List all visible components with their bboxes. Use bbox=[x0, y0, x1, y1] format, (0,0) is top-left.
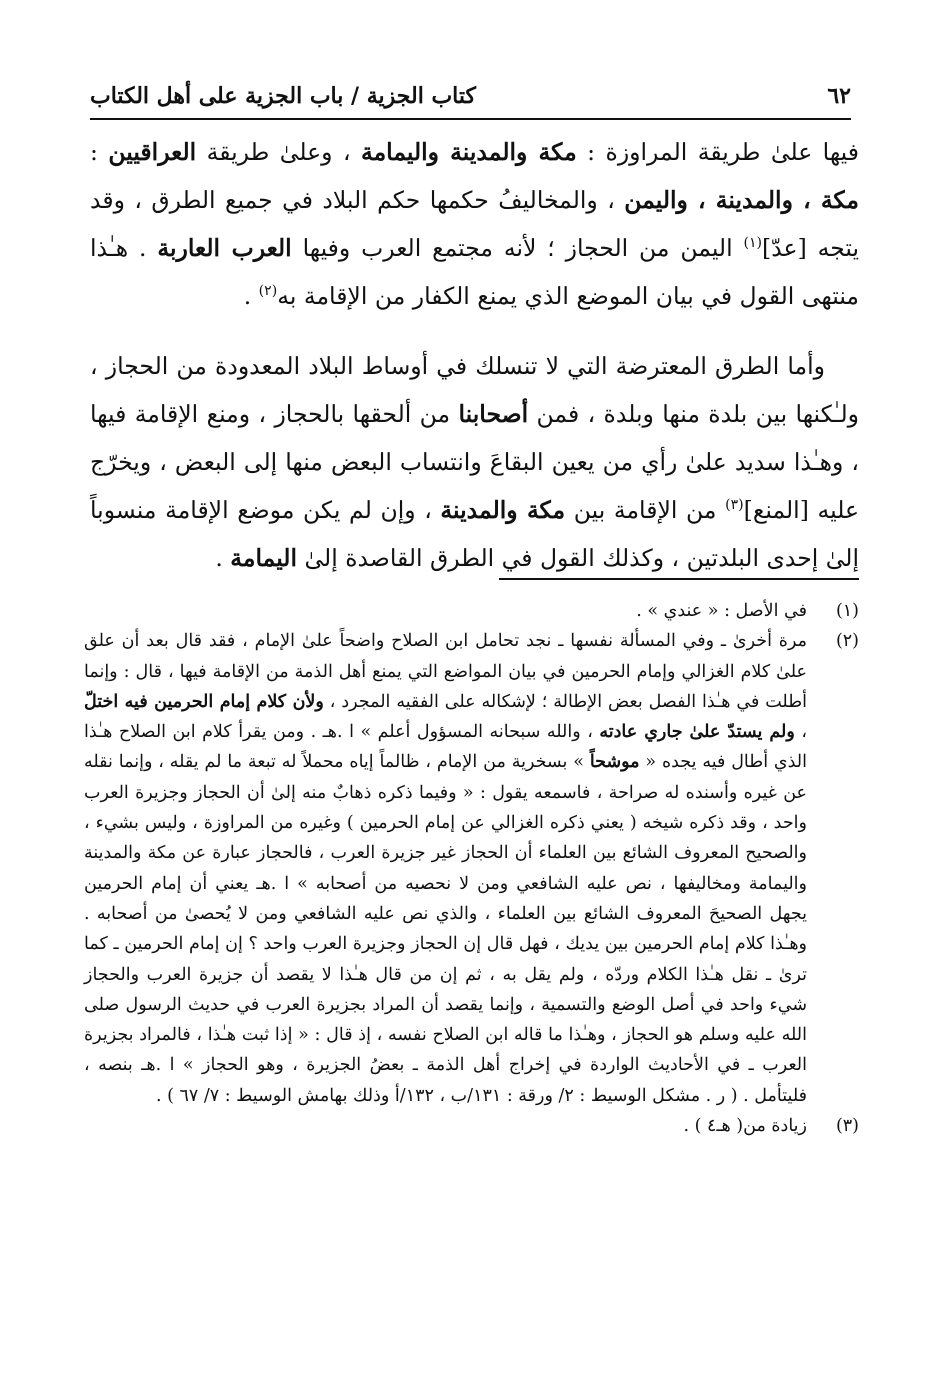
footnote-ref-2[interactable]: (٢) bbox=[258, 283, 278, 300]
bold-term: العرب العاربة bbox=[157, 234, 292, 262]
footnote-ref-1[interactable]: (١) bbox=[743, 235, 763, 252]
bold-term: مكة والمدينة واليمامة bbox=[360, 138, 577, 166]
running-title: كتاب الجزية / باب الجزية على أهل الكتاب bbox=[90, 83, 476, 109]
footnote-number: (٣) bbox=[835, 1116, 859, 1137]
footnote-number: (١) bbox=[835, 601, 859, 621]
footnote-text: مرة أخرىٰ ـ وفي المسألة نفسها ـ نجد تحامل ابن الصلاح واضحاً علىٰ الإمام ، فقد قال بعد أن علق علىٰ كلام الغزالي وإمام الحرمين في بيان المواضع التي يمنع أهل الذمة من الإقامة فيها ، قال : وإنما أطلت في هـٰذا الفصل بعض الإطالة ؛ لإشكاله على الفقيه المجرد ، ولأن كلام إمام الحرمين فيه اختلّ ، ولم يستدّ علىٰ جاري عادته ، والله سبحانه المسؤول أعلم » ا .هـ . ومن يقرأ كلام ابن الصلاح هـٰذا الذي أطال فيه يجده « موشحاً » بسخرية من الإمام ، ظالماً إياه محملاً له تبعة ما لم يقله ، وإنما نقله عن غيره وأسنده له صراحة ، فاسمعه يقول : « وفيما ذكره ذهابٌ منه إلىٰ أن الحجاز وجزيرة العرب واحد ، وقد ذكره شيخه ( يعني ذكره الغزالي عن إمام الحرمين ) وغيره من المراوزة ، وليس بشيء ، والصحيح المعروف الشائع بين العلماء أن الحجاز غير جزيرة العرب ، فالحجاز عبارة عن مكة والمدينة واليمامة ومخاليفها ، نص عليه الشافعي ومن لا نحصيه من أصحابه » ا .هـ يعني أن إمام الحرمين يجهل الصحيحَ المعروف الشائع بين العلماء ، والذي نص عليه الشافعي ومن لا يُحصىٰ من أصحابه . وهـٰذا كلام إمام الحرمين بين يديك ، فهل قال إن الحجاز وجزيرة العرب واحد ؟ إن إمام الحرمين ـ كما ترىٰ ـ نقل هـٰذا الكلام وردّه ، ولم يقل به ، ثم إن من قال هـٰذا لا يقصد أن جزيرة العرب والحجاز شيء واحد في أصل الوضع والتسمية ، وإنما يقصد أن المراد بجزيرة العرب في حديث الرسول صلى الله عليه وسلم هو الحجاز ، وهـٰذا ما قاله ابن الصلاح نفسه ، إذ قال : « إذا ثبت هـٰذا ، فالمراد بجزيرة العرب ـ في الأحاديث الواردة في إخراج أهل الذمة ـ بعضُ الجزيرة ، وهو الحجاز » ا .هـ بنصه ، فليتأمل . ( ر . مشكل الوسيط : ٢/ ورقة : ١٣١/ب ، ١٣٢/أ وذلك بهامش الوسيط : ٧/ ٦٧ ) . bbox=[84, 631, 807, 1106]
footnote-2 bbox=[84, 626, 859, 1111]
page-header bbox=[90, 78, 851, 114]
bold-quote: ولأن كلام إمام الحرمين فيه اختلّ bbox=[84, 691, 324, 712]
footnote-separator bbox=[499, 578, 859, 580]
page-number: ٦٢ bbox=[827, 83, 851, 109]
footnote-text: زيادة من( هـ٤ ) . bbox=[683, 1116, 807, 1137]
main-text bbox=[90, 128, 859, 582]
bold-term: مكة والمدينة bbox=[440, 496, 566, 524]
bold-term: أصحابنا bbox=[458, 400, 529, 428]
bold-term: العراقيين bbox=[108, 138, 197, 166]
footnote-number: (٢) bbox=[835, 631, 859, 652]
footnotes bbox=[84, 596, 859, 1141]
footnote-text: في الأصل : « عندي » . bbox=[636, 601, 807, 621]
bold-term: مكة ، والمدينة ، واليمن bbox=[624, 186, 859, 214]
bold-quote: ولم يستدّ علىٰ جاري عادته bbox=[599, 722, 795, 743]
paragraph-1: فيها علىٰ طريقة المراوزة : مكة والمدينة واليمامة ، وعلىٰ طريقة العراقيين : مكة ، والمدينة ، واليمن ، والمخاليفُ حكمها حكم البلاد في جميع الطرق ، وقد يتجه [عدّ]$^{(١)}$ اليمن من الحجاز ؛ لأنه مجتمع العرب وفيها العرب العاربة . هـٰذا منتهى القول في بيان الموضع الذي يمنع الكفار من الإقامة به$^{(٢)}$ . bbox=[90, 138, 860, 310]
bold-quote: موشحاً bbox=[589, 752, 640, 773]
bold-term: اليمامة bbox=[230, 544, 297, 572]
header-rule bbox=[90, 118, 851, 120]
paragraph-2: وأما الطرق المعترضة التي لا تنسلك في أوساط البلاد المعدودة من الحجاز ، ولـٰكنها بين بلدة منها وبلدة ، فمن أصحابنا من ألحقها بالحجاز ، ومنع الإقامة فيها ، وهـٰذا سديد علىٰ رأي من يعين البقاعَ وانتساب البعض منها إلى البعض ، ويخرّج عليه [المنع]$^{(٣)}$ من الإقامة بين مكة والمدينة ، وإن لم يكن موضع الإقامة منسوباً إلىٰ إحدى البلدتين ، وكذلك القول في الطرق القاصدة إلىٰ اليمامة . bbox=[90, 352, 859, 572]
footnote-3 bbox=[84, 1111, 859, 1141]
footnote-ref-3[interactable]: (٣) bbox=[725, 497, 744, 514]
footnote-1 bbox=[84, 596, 859, 626]
